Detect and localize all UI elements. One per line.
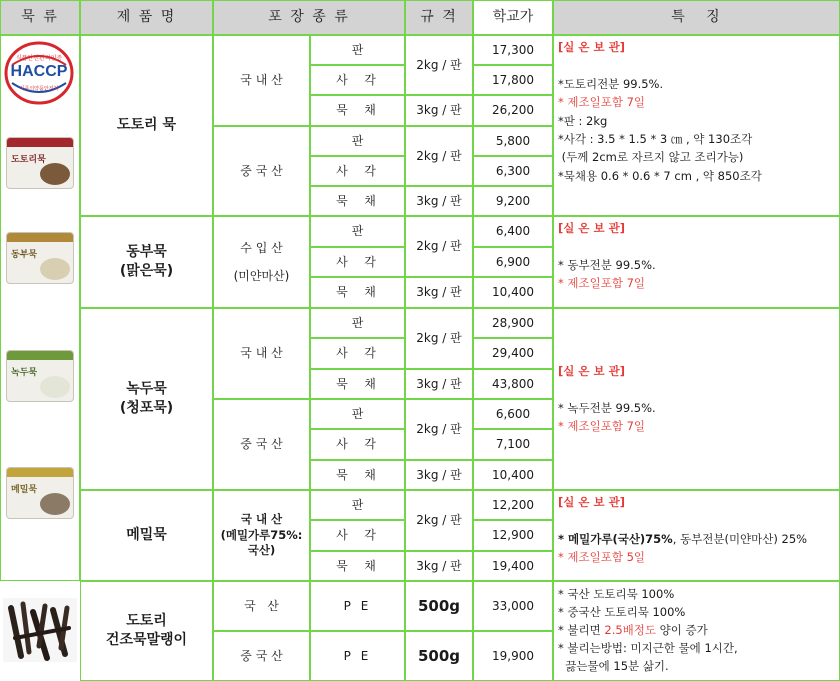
spec-size: 2kg / 판 xyxy=(405,35,473,95)
shelf-life-note: * 제조일포함 7일 xyxy=(558,276,646,291)
shelf-life-note: * 제조일포함 5일 xyxy=(558,550,646,565)
pack-type: 묵 채 xyxy=(310,551,405,581)
spec-size: 2kg / 판 xyxy=(405,216,473,277)
product-name-buckwheat-jelly: 메밀묵 xyxy=(80,490,213,581)
school-price: 17,300 xyxy=(473,35,553,65)
school-price: 19,900 xyxy=(473,631,553,681)
header-product: 제 품 명 xyxy=(80,0,213,35)
spec-size: 500g xyxy=(405,581,473,631)
features-dried-acorn-jelly xyxy=(553,581,840,681)
pack-type: 묵 채 xyxy=(310,186,405,216)
spec-size: 3kg / 판 xyxy=(405,95,473,126)
storage-note: [실 온 보 관] xyxy=(558,495,625,509)
feature-line: * 녹두전분 99.5%. xyxy=(558,401,656,415)
header-price: 학교가 xyxy=(473,0,553,35)
spec-size: 2kg / 판 xyxy=(405,126,473,186)
header-size: 규 격 xyxy=(405,0,473,35)
storage-note: [실 온 보 관] xyxy=(558,40,625,54)
haccp-bottom-text: 식품의약품안전처 xyxy=(19,86,59,92)
product-name-acorn-jelly: 도토리 묵 xyxy=(80,35,213,216)
school-price: 10,400 xyxy=(473,277,553,308)
product-name-dried-acorn-jelly: 도토리 건조묵말랭이 xyxy=(80,581,213,681)
pack-type: 판 xyxy=(310,399,405,429)
origin-domestic: 국 내 산 xyxy=(213,308,310,399)
storage-note: [실 온 보 관] xyxy=(558,364,625,379)
feature-line: *판 : 2kg xyxy=(558,113,608,128)
pack-type: P E xyxy=(310,631,405,681)
spec-size: 3kg / 판 xyxy=(405,369,473,399)
feature-line: * 동부전분 99.5%. xyxy=(558,257,656,272)
origin-china: 중 국 산 xyxy=(213,399,310,490)
school-price: 17,800 xyxy=(473,65,553,95)
spec-size: 500g xyxy=(405,631,473,681)
storage-note: [실 온 보 관] xyxy=(558,221,625,235)
school-price: 26,200 xyxy=(473,95,553,126)
origin-domestic-buckwheat: 국 내 산 (메밀가루75%: 국산) xyxy=(213,490,310,581)
school-price: 10,400 xyxy=(473,460,553,490)
pack-type: 묵 채 xyxy=(310,460,405,490)
pack-type: 판 xyxy=(310,35,405,65)
pack-type: 사 각 xyxy=(310,429,405,460)
mungbean-jelly-package-image: 녹두묵 xyxy=(6,350,74,402)
feature-line: *사각 : 3.5 * 1.5 * 3 ㎝ , 약 130조각 xyxy=(558,131,753,146)
header-features: 특 징 xyxy=(553,0,840,35)
spec-size: 3kg / 판 xyxy=(405,277,473,308)
spec-size: 3kg / 판 xyxy=(405,186,473,216)
pack-type: 사 각 xyxy=(310,338,405,369)
shelf-life-note: * 제조일포함 7일 xyxy=(558,95,646,110)
feature-line: *도토리전분 99.5%. xyxy=(558,76,664,91)
buckwheat-jelly-package-image: 메밀묵 xyxy=(6,467,74,519)
pack-type: 묵 채 xyxy=(310,277,405,308)
school-price: 6,400 xyxy=(473,216,553,247)
school-price: 29,400 xyxy=(473,338,553,369)
origin-domestic: 국 산 xyxy=(213,581,310,631)
header-packaging: 포 장 종 류 xyxy=(213,0,405,35)
school-price: 5,800 xyxy=(473,126,553,156)
haccp-top-text: 식품안전관리인증 xyxy=(15,55,63,62)
spec-size: 2kg / 판 xyxy=(405,399,473,460)
spec-size: 2kg / 판 xyxy=(405,490,473,551)
school-price: 19,400 xyxy=(473,551,553,581)
origin-domestic: 국 내 산 xyxy=(213,35,310,126)
pack-type: 사 각 xyxy=(310,247,405,277)
pack-type: 사 각 xyxy=(310,65,405,95)
pack-type: 묵 채 xyxy=(310,369,405,399)
feature-line: 끓는물에 15분 삶기. xyxy=(558,658,669,673)
origin-china: 중 국 산 xyxy=(213,126,310,216)
school-price: 7,100 xyxy=(473,429,553,460)
features-acorn-jelly xyxy=(553,35,840,216)
feature-line: * 메밀가루(국산)75%, 동부전분(미얀마산) 25% xyxy=(558,531,808,546)
school-price: 9,200 xyxy=(473,186,553,216)
product-name-mungbean-jelly: 녹두묵 (청포묵) xyxy=(80,308,213,490)
pack-type: 묵 채 xyxy=(310,95,405,126)
haccp-main-text: HACCP xyxy=(10,63,68,80)
school-price: 12,900 xyxy=(473,520,553,551)
origin-imported: 수 입 산 (미얀마산) xyxy=(213,216,310,308)
school-price: 43,800 xyxy=(473,369,553,399)
haccp-logo xyxy=(4,41,74,105)
features-mungbean-jelly xyxy=(553,308,840,490)
pack-type: 판 xyxy=(310,126,405,156)
pack-type: 판 xyxy=(310,216,405,247)
feature-line: *묵채용 0.6 * 0.6 * 7 cm , 약 850조각 xyxy=(558,168,762,183)
school-price: 12,200 xyxy=(473,490,553,520)
features-dongbu-jelly xyxy=(553,216,840,308)
pack-type: 사 각 xyxy=(310,520,405,551)
feature-line: * 불리는방법: 미지근한 물에 1시간, xyxy=(558,640,738,655)
pack-type: 판 xyxy=(310,490,405,520)
pack-type: 사 각 xyxy=(310,156,405,186)
spec-size: 3kg / 판 xyxy=(405,460,473,490)
school-price: 6,600 xyxy=(473,399,553,429)
school-price: 33,000 xyxy=(473,581,553,631)
school-price: 28,900 xyxy=(473,308,553,338)
school-price: 6,900 xyxy=(473,247,553,277)
mung-dongbu-package-image: 동부묵 xyxy=(6,232,74,284)
spec-size: 2kg / 판 xyxy=(405,308,473,369)
dried-acorn-jelly-image xyxy=(3,598,77,662)
product-name-dongbu-jelly: 동부묵 (맑은묵) xyxy=(80,216,213,308)
acorn-jelly-package-image: 도토리묵 xyxy=(6,137,74,189)
feature-line: * 중국산 도토리묵 100% xyxy=(558,605,686,620)
feature-line: * 불리면 2.5배정도 양이 증가 xyxy=(558,623,708,638)
pack-type: P E xyxy=(310,581,405,631)
pack-type: 판 xyxy=(310,308,405,338)
feature-line: * 국산 도토리묵 100% xyxy=(558,587,675,602)
header-category: 묵 류 xyxy=(0,0,80,35)
spec-size: 3kg / 판 xyxy=(405,551,473,581)
features-buckwheat-jelly xyxy=(553,490,840,581)
feature-line: (두께 2cm로 자르지 않고 조리가능) xyxy=(558,150,744,165)
shelf-life-note: * 제조일포함 7일 xyxy=(558,419,646,434)
school-price: 6,300 xyxy=(473,156,553,186)
dried-strips-icon xyxy=(3,598,77,662)
origin-china: 중 국 산 xyxy=(213,631,310,681)
